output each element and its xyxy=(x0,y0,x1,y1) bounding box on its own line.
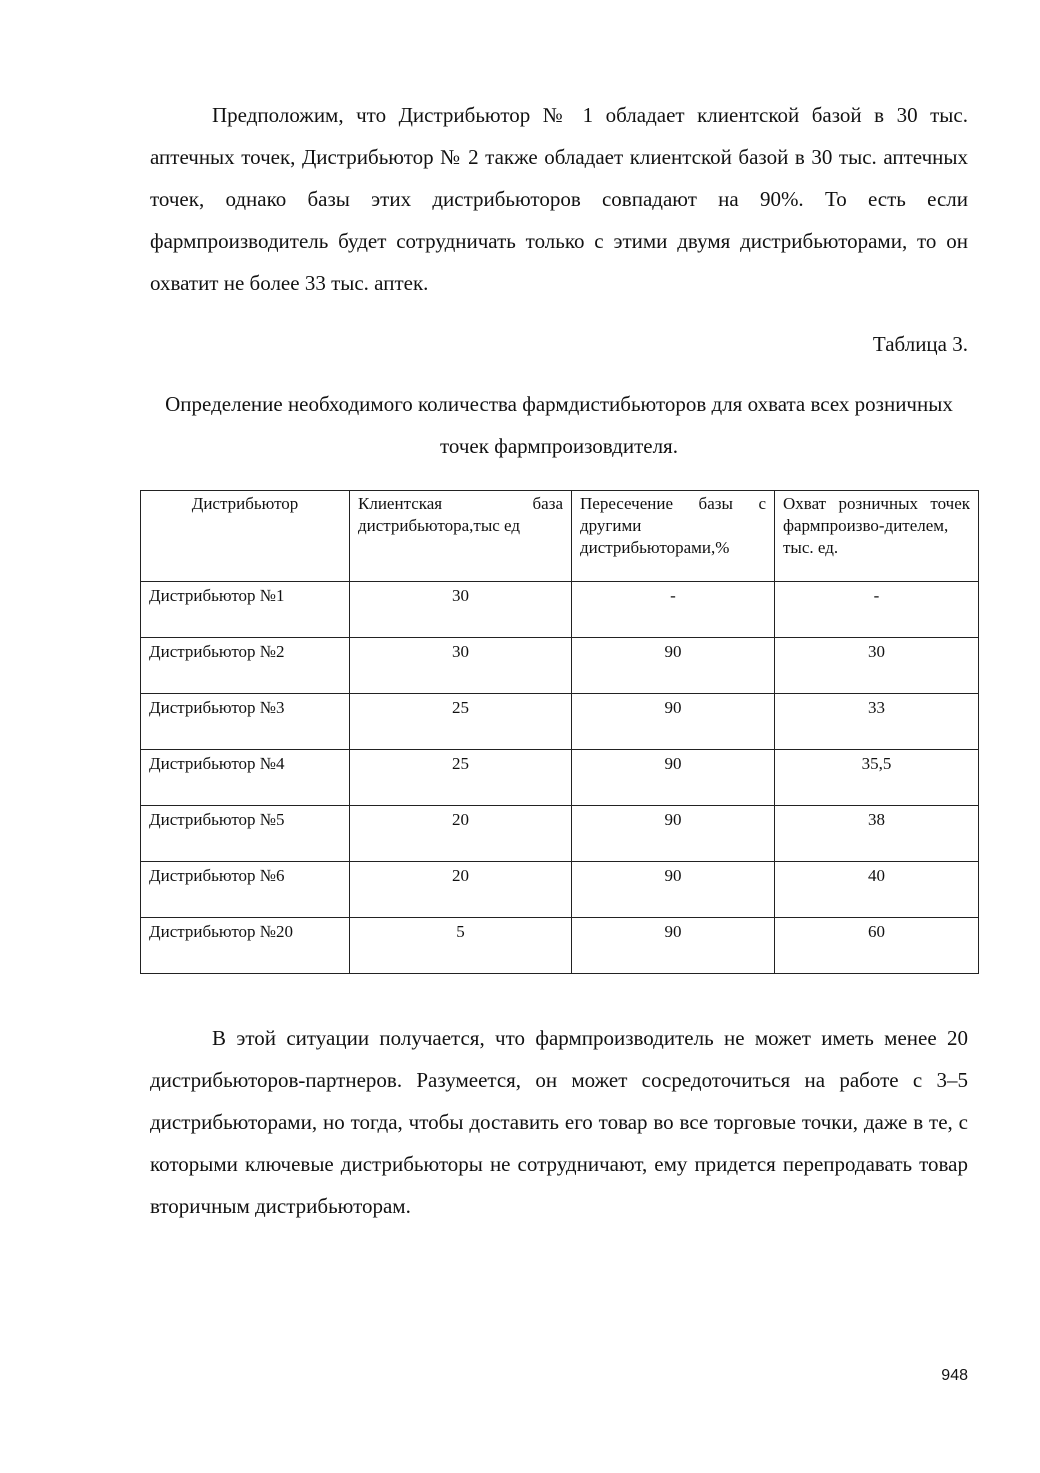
cell-distributor: Дистрибьютор №3 xyxy=(141,694,350,750)
cell-distributor: Дистрибьютор №6 xyxy=(141,862,350,918)
distributor-table xyxy=(140,490,979,974)
cell-client-base: 25 xyxy=(350,694,572,750)
conclusion-paragraph: В этой ситуации получается, что фармпроизводитель не может иметь менее 20 дистрибьюторов-партнеров. Разумеется, он может сосредоточиться на работе с 3–5 дистрибьюторами, но тогда, чтобы доставить его товар во все торговые точки, даже в те, с которыми ключевые дистрибьюторы не сотрудничают, ему придется перепродавать товар вторичным дистрибьюторам. xyxy=(150,1026,968,1218)
cell-overlap: 90 xyxy=(572,918,775,974)
table-header-row xyxy=(141,491,979,582)
table-row xyxy=(141,582,979,638)
table-row xyxy=(141,638,979,694)
cell-overlap: 90 xyxy=(572,638,775,694)
cell-coverage: - xyxy=(775,582,979,638)
cell-coverage: 30 xyxy=(775,638,979,694)
header-overlap: Пересечение базы с другими дистрибьюторами,% xyxy=(572,491,775,582)
cell-overlap: 90 xyxy=(572,806,775,862)
cell-distributor: Дистрибьютор №20 xyxy=(141,918,350,974)
cell-overlap: - xyxy=(572,582,775,638)
cell-client-base: 5 xyxy=(350,918,572,974)
table-row xyxy=(141,862,979,918)
cell-coverage: 35,5 xyxy=(775,750,979,806)
cell-coverage: 33 xyxy=(775,694,979,750)
cell-client-base: 30 xyxy=(350,582,572,638)
cell-coverage: 38 xyxy=(775,806,979,862)
cell-distributor: Дистрибьютор №1 xyxy=(141,582,350,638)
cell-distributor: Дистрибьютор №2 xyxy=(141,638,350,694)
cell-client-base: 20 xyxy=(350,862,572,918)
cell-client-base: 25 xyxy=(350,750,572,806)
cell-overlap: 90 xyxy=(572,750,775,806)
page-number: 948 xyxy=(941,1367,968,1384)
cell-overlap: 90 xyxy=(572,862,775,918)
cell-coverage: 40 xyxy=(775,862,979,918)
cell-distributor: Дистрибьютор №5 xyxy=(141,806,350,862)
table-row xyxy=(141,750,979,806)
cell-client-base: 20 xyxy=(350,806,572,862)
table-label: Таблица 3. xyxy=(872,332,968,356)
header-distributor: Дистрибьютор xyxy=(141,491,350,582)
header-coverage: Охват розничных точек фармпроизво-дителем, тыс. ед. xyxy=(775,491,979,582)
cell-client-base: 30 xyxy=(350,638,572,694)
table-row xyxy=(141,918,979,974)
cell-overlap: 90 xyxy=(572,694,775,750)
table-row xyxy=(141,694,979,750)
cell-coverage: 60 xyxy=(775,918,979,974)
header-client-base: Клиентская база дистрибьютора,тыс ед xyxy=(350,491,572,582)
cell-distributor: Дистрибьютор №4 xyxy=(141,750,350,806)
table-title: Определение необходимого количества фармдистибьюторов для охвата всех розничных точек фармпроизовдителя. xyxy=(165,392,953,458)
intro-paragraph: Предположим, что Дистрибьютор № 1 обладает клиентской базой в 30 тыс. аптечных точек, Дистрибьютор № 2 также обладает клиентской базой в 30 тыс. аптечных точек, однако базы этих дистрибьюторов совпадают на 90%. То есть если фармпроизводитель будет сотрудничать только с этими двумя дистрибьюторами, то он охватит не более 33 тыс. аптек. xyxy=(150,103,968,295)
table-row xyxy=(141,806,979,862)
